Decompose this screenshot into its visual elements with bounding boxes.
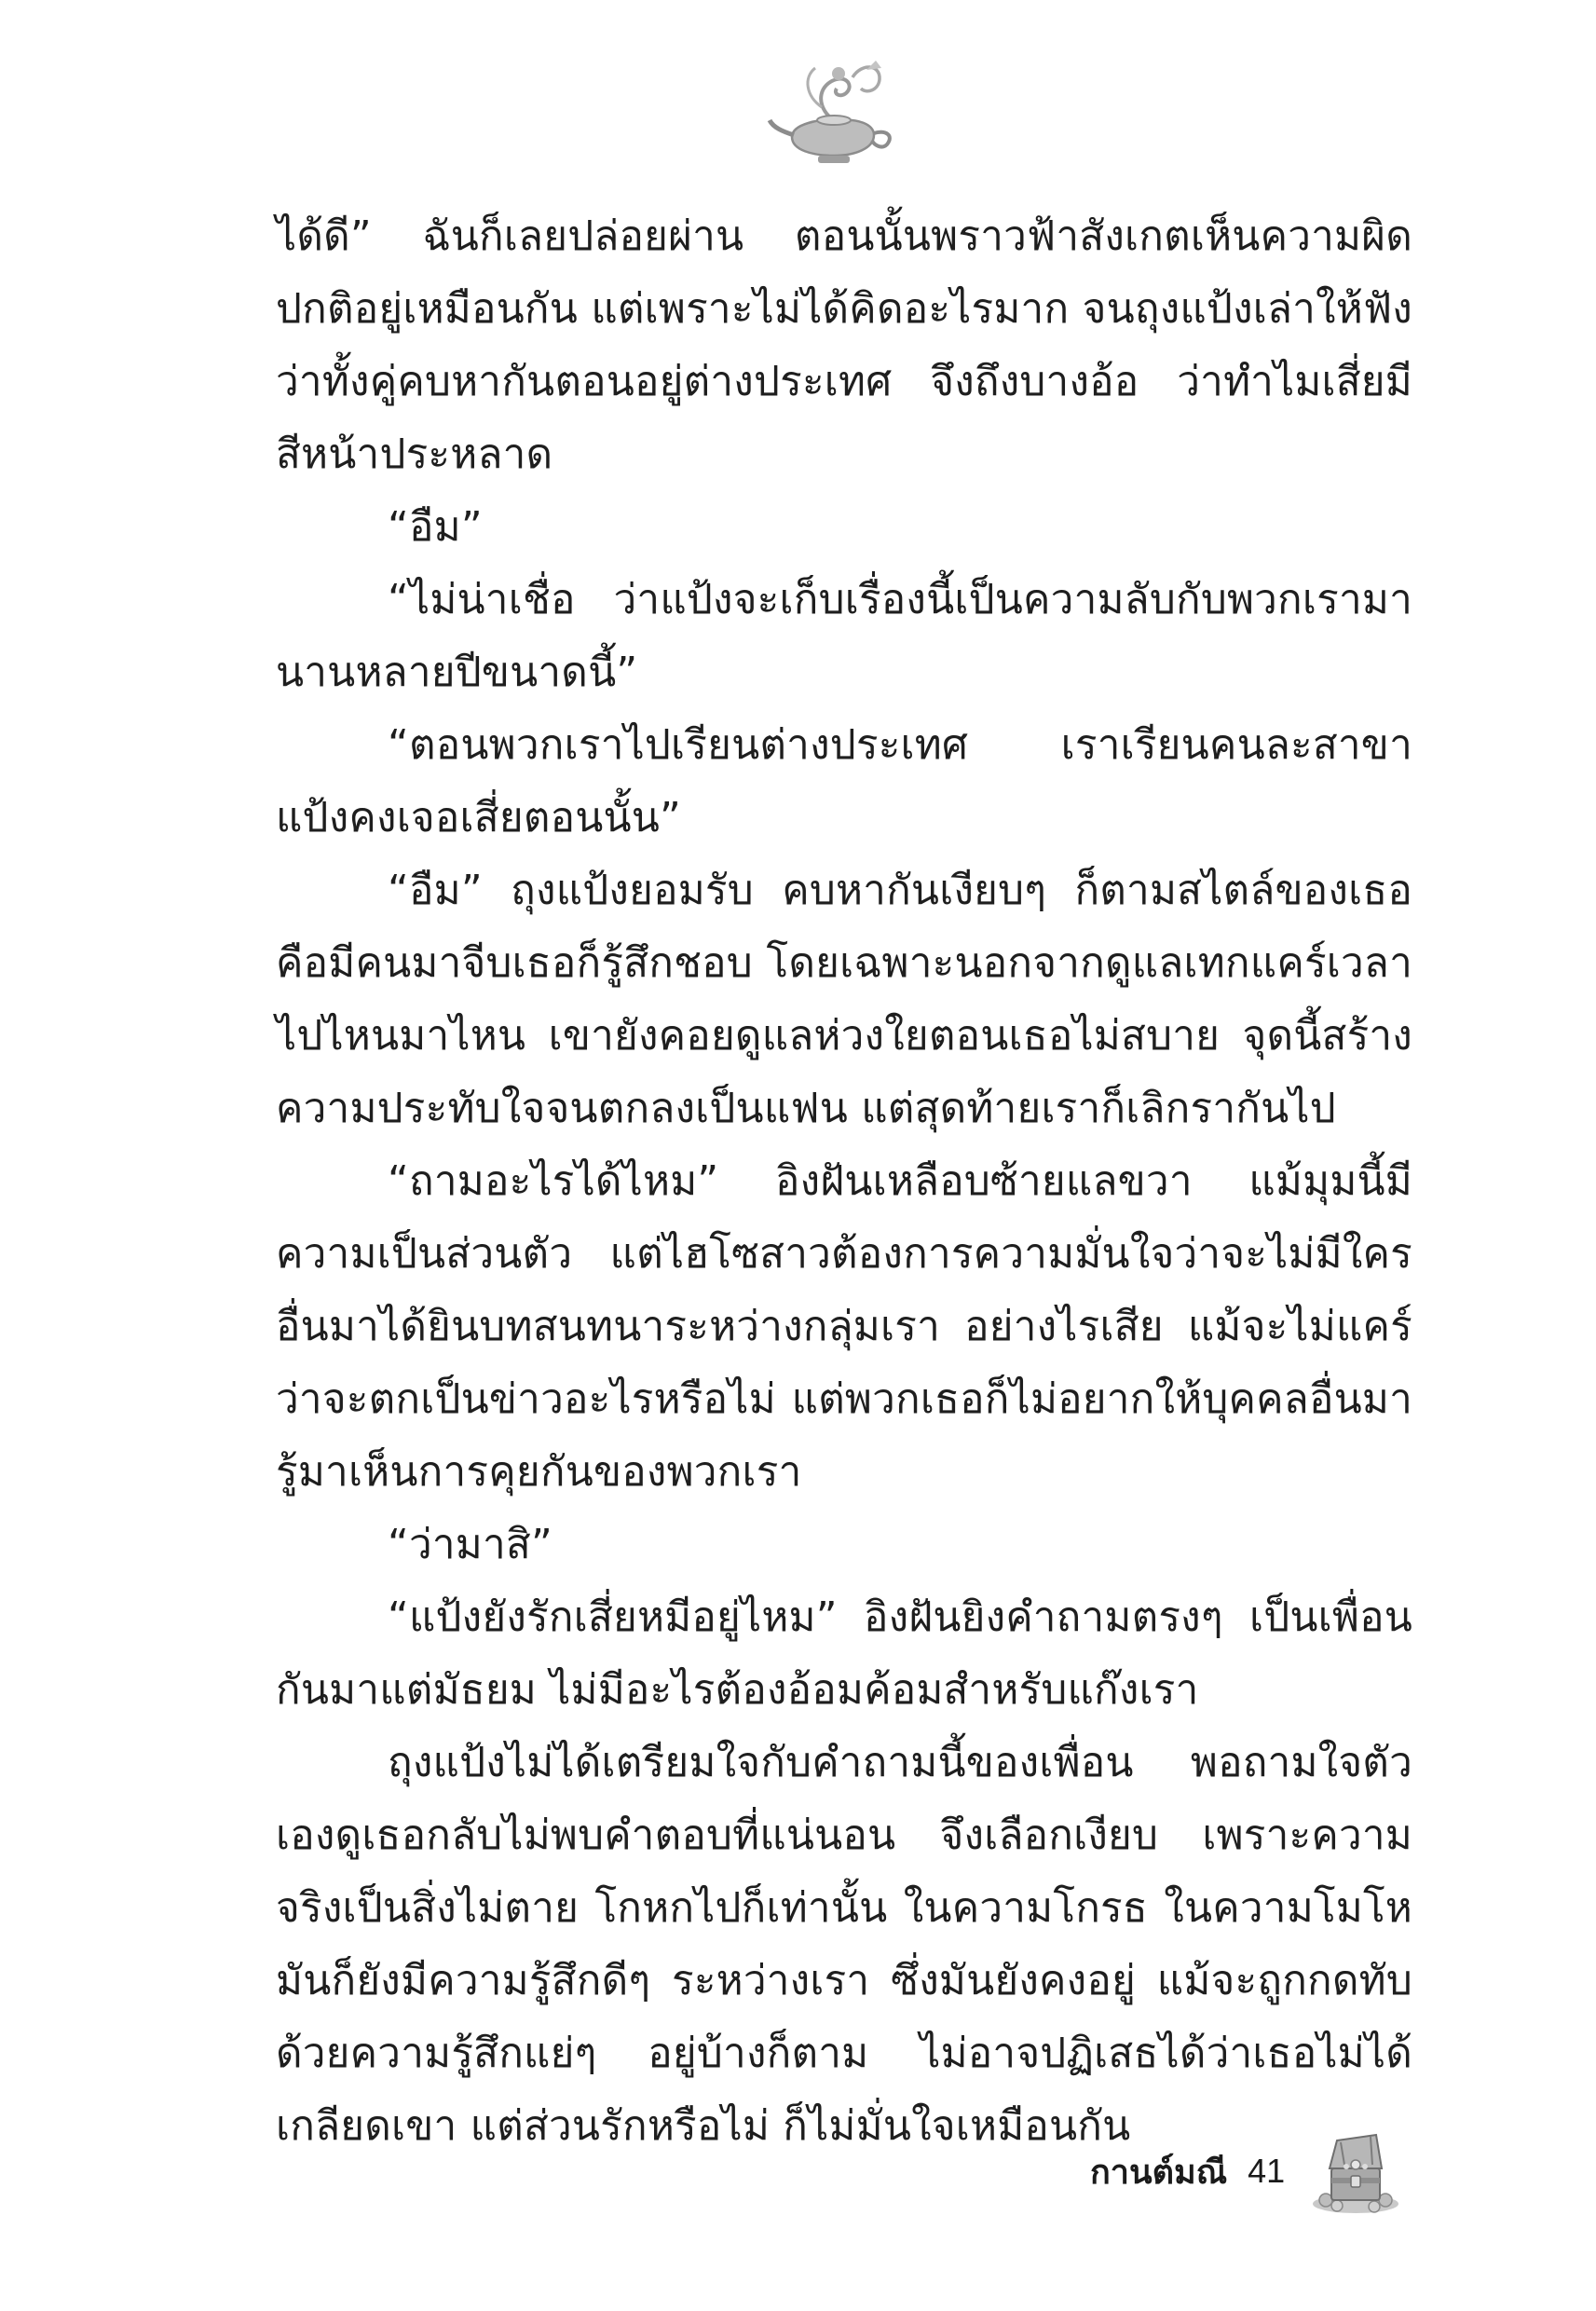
paragraph-3: “ไม่น่าเชื่อ ว่าแป้งจะเก็บเรื่องนี้เป็นความลับกับพวกเรามานานหลายปีขนาดนี้” bbox=[276, 576, 1412, 696]
body-text bbox=[276, 200, 1412, 2163]
paragraph-2: “อืม” bbox=[388, 503, 483, 551]
paragraph-8: “แป้งยังรักเสี่ยหมีอยู่ไหม” อิงฝันยิงคำถามตรงๆ เป็นเพื่อนกันมาแต่มัธยม ไม่มีอะไรต้องอ้อมค้อมสำหรับแก๊งเรา bbox=[276, 1593, 1412, 1714]
page-number: 41 bbox=[1248, 2152, 1286, 2190]
paragraph-5: “อืม” ถุงแป้งยอมรับ คบหากันเงียบๆ ก็ตามสไตล์ของเธอ คือมีคนมาจีบเธอก็รู้สึกชอบ โดยเฉพาะนอกจากดูแลเทกแคร์เวลาไปไหนมาไหน เขายังคอยดูแลห่วงใยตอนเธอไม่สบาย จุดนี้สร้างความประทับใจจนตกลงเป็นแฟน แต่สุดท้ายเราก็เลิกรากันไป bbox=[276, 867, 1412, 1132]
book-title: กานต์มณี bbox=[1090, 2153, 1228, 2192]
paragraph-7: “ว่ามาสิ” bbox=[388, 1521, 552, 1568]
treasure-chest-icon bbox=[1309, 2127, 1402, 2216]
paragraph-4: “ตอนพวกเราไปเรียนต่างประเทศ เราเรียนคนละสาขา แป้งคงเจอเสี่ยตอนนั้น” bbox=[276, 721, 1412, 841]
paragraph-6: “ถามอะไรได้ไหม” อิงฝันเหลือบซ้ายแลขวา แม้มุมนี้มีความเป็นส่วนตัว แต่ไฮโซสาวต้องการความมั่นใจว่าจะไม่มีใครอื่นมาได้ยินบทสนทนาระหว่างกลุ่มเรา อย่างไรเสีย แม้จะไม่แคร์ว่าจะตกเป็นข่าวอะไรหรือไม่ แต่พวกเธอก็ไม่อยากให้บุคคลอื่นมารู้มาเห็นการคุยกันของพวกเรา bbox=[276, 1157, 1412, 1496]
paragraph-1: ได้ดี” ฉันก็เลยปล่อยผ่าน ตอนนั้นพราวฟ้าสังเกตเห็นความผิดปกติอยู่เหมือนกัน แต่เพราะไม่ได้คิดอะไรมาก จนถุงแป้งเล่าให้ฟังว่าทั้งคู่คบหากันตอนอยู่ต่างประเทศ จึงถึงบางอ้อ ว่าทำไมเสี่ยมีสีหน้าประหลาด bbox=[276, 212, 1412, 478]
paragraph-9: ถุงแป้งไม่ได้เตรียมใจกับคำถามนี้ของเพื่อน พอถามใจตัวเองดูเธอกลับไม่พบคำตอบที่แน่นอน จึงเลือกเงียบ เพราะความจริงเป็นสิ่งไม่ตาย โกหกไปก็เท่านั้น ในความโกรธ ในความโมโห มันก็ยังมีความรู้สึกดีๆ ระหว่างเรา ซึ่งมันยังคงอยู่ แม้จะถูกกดทับด้วยความรู้สึกแย่ๆ อยู่บ้างก็ตาม ไม่อาจปฏิเสธได้ว่าเธอไม่ได้เกลียดเขา แต่ส่วนรักหรือไม่ ก็ไม่มั่นใจเหมือนกัน bbox=[276, 1739, 1412, 2150]
genie-lamp-icon bbox=[764, 51, 904, 172]
page-footer bbox=[1090, 2120, 1402, 2222]
